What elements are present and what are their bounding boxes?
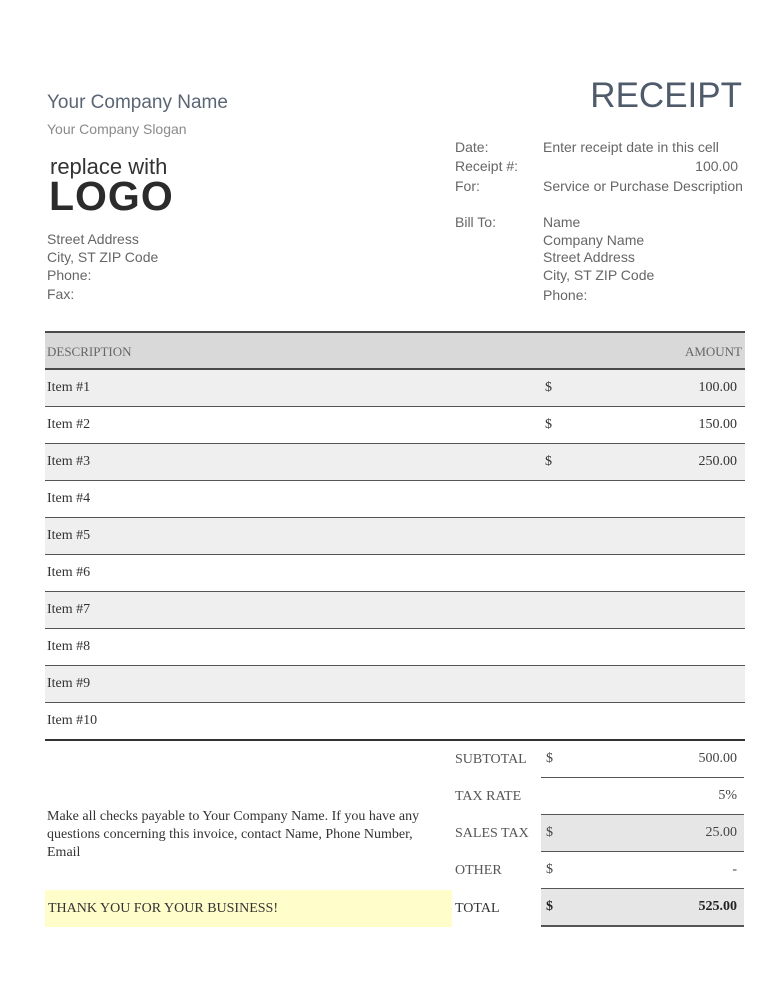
column-header-description: DESCRIPTION xyxy=(47,344,132,359)
for-value[interactable]: Service or Purchase Description xyxy=(543,178,743,194)
thank-you-banner xyxy=(45,890,452,927)
table-row[interactable] xyxy=(45,370,745,407)
company-street: Street Address xyxy=(47,231,139,247)
total-currency: $ xyxy=(546,899,553,914)
item-description: Item #4 xyxy=(47,491,91,506)
thank-you-text: THANK YOU FOR YOUR BUSINESS! xyxy=(48,901,278,916)
receipt-number-value[interactable]: 100.00 xyxy=(695,158,738,174)
total-cell xyxy=(541,889,744,927)
logo-placeholder-line1: replace with xyxy=(50,154,168,179)
other-value: - xyxy=(732,862,737,877)
table-row[interactable] xyxy=(45,444,745,481)
bill-to-street[interactable]: Street Address xyxy=(543,249,635,265)
total-label: TOTAL xyxy=(455,901,500,916)
item-description: Item #5 xyxy=(47,528,91,543)
item-description: Item #8 xyxy=(47,639,91,654)
company-city: City, ST ZIP Code xyxy=(47,249,159,265)
bill-to-phone[interactable]: Phone: xyxy=(543,287,588,303)
item-amount: 250.00 xyxy=(698,454,737,469)
other-currency: $ xyxy=(546,862,553,877)
total-value: 525.00 xyxy=(698,899,737,914)
bill-to-city[interactable]: City, ST ZIP Code xyxy=(543,267,655,283)
item-description: Item #3 xyxy=(47,454,91,469)
subtotal-cell xyxy=(541,741,744,778)
sales-tax-value: 25.00 xyxy=(705,825,737,840)
item-description: Item #10 xyxy=(47,713,98,728)
company-phone: Phone: xyxy=(47,267,92,283)
payment-note: Make all checks payable to Your Company Name. If you have any questions concerning this invoice, contact Name, Phone Number, Email xyxy=(47,809,420,860)
bill-to-name[interactable]: Name xyxy=(543,214,581,230)
item-currency: $ xyxy=(545,454,552,469)
table-row[interactable] xyxy=(45,592,745,629)
item-currency: $ xyxy=(545,380,552,395)
item-amount: 100.00 xyxy=(698,380,737,395)
tax-rate-cell[interactable] xyxy=(541,778,744,815)
table-row[interactable] xyxy=(45,407,745,444)
page-title: RECEIPT xyxy=(590,76,742,115)
date-label: Date: xyxy=(455,139,489,155)
table-header xyxy=(45,331,745,370)
logo-placeholder-line2: LOGO xyxy=(49,173,174,219)
date-value[interactable]: Enter receipt date in this cell xyxy=(543,139,719,155)
for-label: For: xyxy=(455,178,480,194)
sales-tax-currency: $ xyxy=(546,825,553,840)
table-row[interactable] xyxy=(45,629,745,666)
item-description: Item #1 xyxy=(47,380,91,395)
table-row[interactable] xyxy=(45,666,745,703)
item-currency: $ xyxy=(545,417,552,432)
tax-rate-label: TAX RATE xyxy=(455,789,522,804)
column-header-amount: AMOUNT xyxy=(684,344,742,359)
subtotal-label: SUBTOTAL xyxy=(455,752,527,767)
subtotal-value: 500.00 xyxy=(698,751,737,766)
table-row[interactable] xyxy=(45,518,745,555)
other-label: OTHER xyxy=(455,863,502,878)
table-row[interactable] xyxy=(45,555,745,592)
table-row[interactable] xyxy=(45,481,745,518)
item-description: Item #9 xyxy=(47,676,91,691)
item-description: Item #2 xyxy=(47,417,91,432)
company-name: Your Company Name xyxy=(47,92,228,113)
item-description: Item #7 xyxy=(47,602,91,617)
sales-tax-label: SALES TAX xyxy=(455,826,529,841)
table-row[interactable] xyxy=(45,703,745,741)
subtotal-currency: $ xyxy=(546,751,553,766)
company-slogan: Your Company Slogan xyxy=(47,121,187,137)
tax-rate-value: 5% xyxy=(718,788,737,803)
other-cell[interactable] xyxy=(541,852,744,889)
bill-to-label: Bill To: xyxy=(455,214,496,230)
bill-to-company[interactable]: Company Name xyxy=(543,232,645,248)
items-table xyxy=(45,331,745,741)
company-fax: Fax: xyxy=(47,286,75,302)
item-amount: 150.00 xyxy=(698,417,737,432)
sales-tax-cell xyxy=(541,815,744,852)
item-description: Item #6 xyxy=(47,565,91,580)
receipt-number-label: Receipt #: xyxy=(455,158,519,174)
